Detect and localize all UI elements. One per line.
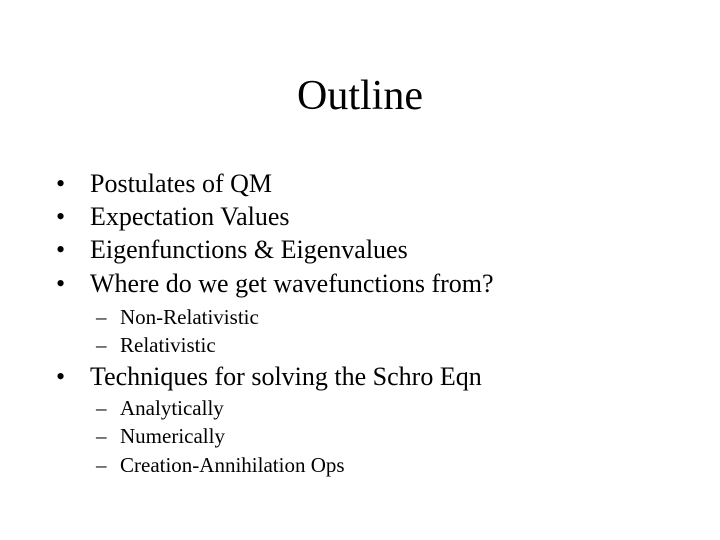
- dash-icon: –: [96, 453, 107, 477]
- sub-item-text: Numerically: [120, 424, 225, 448]
- sub-item-non-relativistic: [96, 304, 259, 330]
- bullet-icon: •: [56, 269, 66, 298]
- dash-icon: –: [96, 424, 107, 448]
- sub-item-numerically: [96, 423, 225, 449]
- sub-item-creation-annihilation: [96, 452, 345, 478]
- bullet-text: Postulates of QM: [90, 169, 272, 198]
- bullet-item-wavefunctions: [56, 268, 494, 300]
- sub-item-analytically: [96, 395, 224, 421]
- bullet-text: Techniques for solving the Schro Eqn: [90, 362, 482, 391]
- sub-item-text: Non-Relativistic: [120, 305, 259, 329]
- sub-item-text: Creation-Annihilation Ops: [120, 453, 345, 477]
- dash-icon: –: [96, 396, 107, 420]
- bullet-item-expectation-values: [56, 201, 290, 233]
- bullet-text: Where do we get wavefunctions from?: [90, 269, 494, 298]
- bullet-icon: •: [56, 169, 66, 198]
- bullet-item-techniques: [56, 361, 482, 393]
- dash-icon: –: [96, 305, 107, 329]
- dash-icon: –: [96, 333, 107, 357]
- bullet-text: Expectation Values: [90, 202, 290, 231]
- sub-item-text: Relativistic: [120, 333, 216, 357]
- bullet-icon: •: [56, 202, 66, 231]
- bullet-item-postulates: [56, 168, 272, 200]
- bullet-icon: •: [56, 235, 66, 264]
- bullet-text: Eigenfunctions & Eigenvalues: [90, 235, 408, 264]
- bullet-item-eigenfunctions: [56, 234, 408, 266]
- sub-item-relativistic: [96, 332, 216, 358]
- bullet-icon: •: [56, 362, 66, 391]
- sub-item-text: Analytically: [120, 396, 224, 420]
- slide-title: Outline: [297, 73, 423, 119]
